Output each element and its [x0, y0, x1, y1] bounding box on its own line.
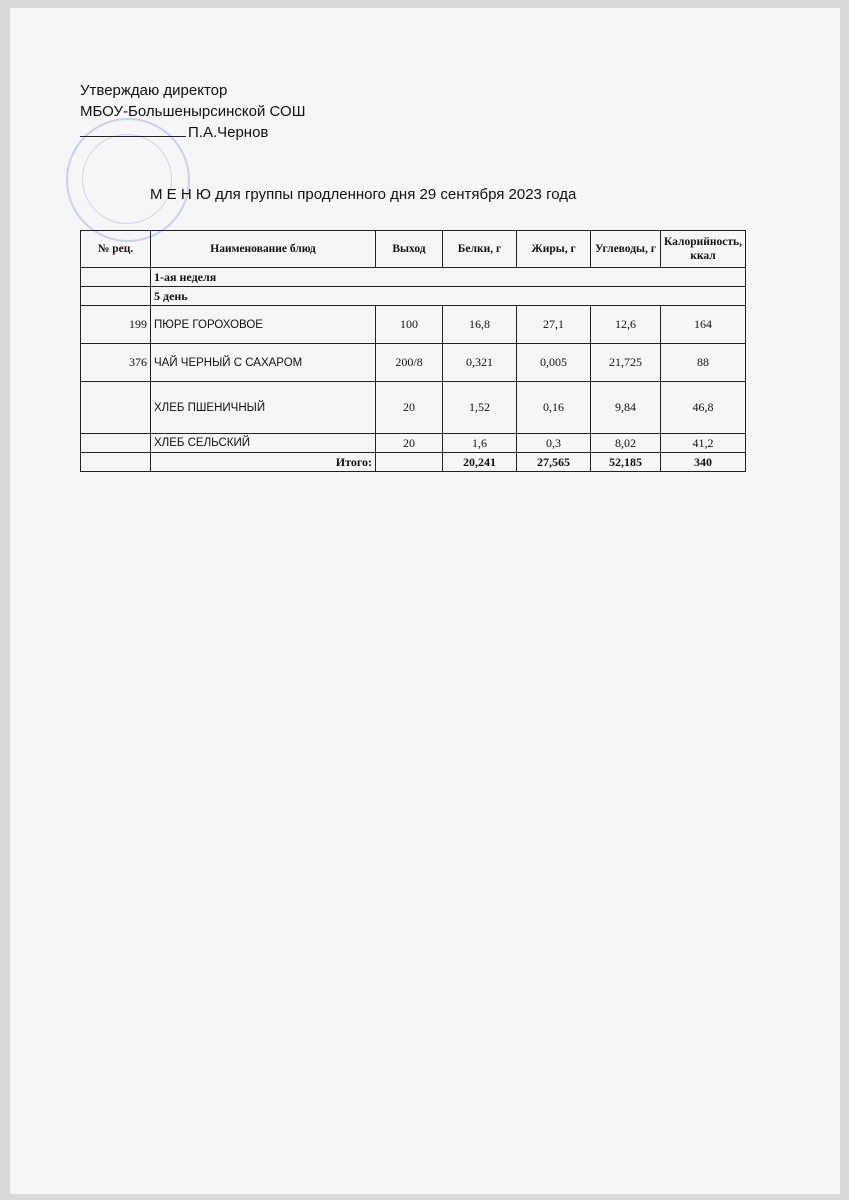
total-label: Итого:	[151, 453, 376, 472]
dish-kcal: 41,2	[661, 434, 746, 453]
table-row	[81, 306, 746, 344]
col-header-num: № рец.	[81, 231, 151, 268]
dish-carbs: 8,02	[591, 434, 661, 453]
approval-block	[80, 80, 305, 143]
menu-title: М Е Н Ю для группы продленного дня 29 сентября 2023 года	[150, 186, 577, 203]
col-header-carbs: Углеводы, г	[591, 231, 661, 268]
day-label: 5 день	[151, 287, 746, 306]
dish-carbs: 9,84	[591, 382, 661, 434]
col-header-protein: Белки, г	[443, 231, 517, 268]
recipe-num: 376	[81, 344, 151, 382]
recipe-num: 199	[81, 306, 151, 344]
approve-line-2: МБОУ-Большенырсинской СОШ	[80, 103, 306, 120]
dish-protein: 1,52	[443, 382, 517, 434]
signer-name: П.А.Чернов	[188, 124, 269, 141]
menu-table	[80, 230, 746, 472]
dish-output: 20	[376, 382, 443, 434]
dish-output: 100	[376, 306, 443, 344]
total-row	[81, 453, 746, 472]
recipe-num	[81, 434, 151, 453]
dish-fat: 0,16	[517, 382, 591, 434]
dish-output: 20	[376, 434, 443, 453]
dish-carbs: 12,6	[591, 306, 661, 344]
table-row	[81, 344, 746, 382]
total-protein: 20,241	[443, 453, 517, 472]
dish-kcal: 88	[661, 344, 746, 382]
dish-protein: 0,321	[443, 344, 517, 382]
total-kcal: 340	[661, 453, 746, 472]
dish-protein: 1,6	[443, 434, 517, 453]
day-row	[81, 287, 746, 306]
dish-name: ПЮРЕ ГОРОХОВОЕ	[151, 306, 376, 344]
dish-carbs: 21,725	[591, 344, 661, 382]
dish-fat: 0,3	[517, 434, 591, 453]
total-carbs: 52,185	[591, 453, 661, 472]
table-row	[81, 434, 746, 453]
week-label: 1-ая неделя	[151, 268, 746, 287]
table-row	[81, 382, 746, 434]
signature-blank	[80, 122, 186, 137]
table-header-row	[81, 231, 746, 268]
dish-fat: 0,005	[517, 344, 591, 382]
dish-kcal: 46,8	[661, 382, 746, 434]
recipe-num	[81, 382, 151, 434]
signature-line	[80, 122, 305, 143]
approve-line-1: Утверждаю директор	[80, 82, 228, 99]
dish-fat: 27,1	[517, 306, 591, 344]
total-fat: 27,565	[517, 453, 591, 472]
dish-name: ЧАЙ ЧЕРНЫЙ С САХАРОМ	[151, 344, 376, 382]
dish-output: 200/8	[376, 344, 443, 382]
col-header-name: Наименование блюд	[151, 231, 376, 268]
col-header-output: Выход	[376, 231, 443, 268]
col-header-fat: Жиры, г	[517, 231, 591, 268]
col-header-kcal: Калорийность, ккал	[661, 231, 746, 268]
week-row	[81, 268, 746, 287]
dish-name: ХЛЕБ ПШЕНИЧНЫЙ	[151, 382, 376, 434]
dish-protein: 16,8	[443, 306, 517, 344]
dish-kcal: 164	[661, 306, 746, 344]
dish-name: ХЛЕБ СЕЛЬСКИЙ	[151, 434, 376, 453]
